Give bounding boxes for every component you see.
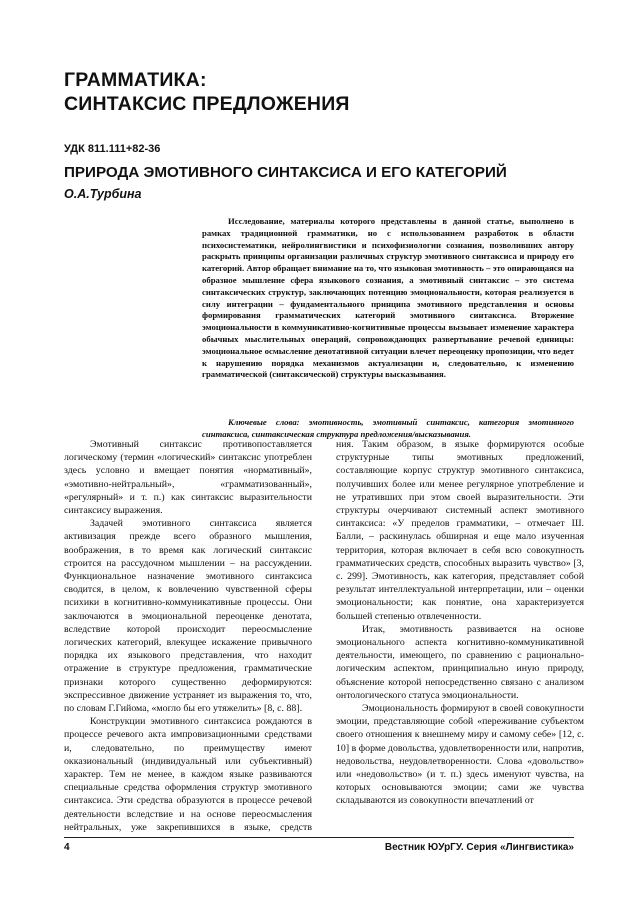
udk-code: УДК 811.111+82-36 bbox=[64, 143, 161, 155]
body-column-left bbox=[64, 438, 312, 834]
paragraph-continued: ния. Таким образом, в языке формируются особые структурные типы эмотивных предложений, составляющие корпус структур эмотивного синтаксиса, получивших более или менее регулярное употребление и не утративших при этом своей выразительности. Эти структуры очерчивают системный аспект эмотивного синтаксиса: «У пределов грамматики, – отмечает Ш. Балли, – раскинулась обширная и еще мало изученная территория, которая включает в себя всю совокупность грамматических средств, способных выразить чувство» [3, с. 299]. Эмотивность, как категория, представляет собой результат интеллектуальной интерпретации, или – оценки эмоциональности; как понятие, она характеризуется большей степенью отвлеченности. bbox=[336, 439, 584, 622]
journal-name: Вестник ЮУрГУ. Серия «Лингвистика» bbox=[384, 842, 574, 853]
author-name: О.А.Турбина bbox=[64, 187, 142, 201]
footer-divider bbox=[64, 837, 574, 838]
section-title bbox=[64, 68, 584, 116]
paragraph: Итак, эмотивность развивается на основе эмоционального аспекта когнитивно-коммуникативной деятельности, имеющего, по сравнению с рационально-логическим аспектом, принципиально иную природу, объяснение которой непосредственно связано с анализом онтологического статуса эмоциональности. bbox=[336, 623, 584, 701]
keywords: Ключевые слова: эмотивность, эмотивный синтаксис, категория эмотивного синтаксиса, синтаксическая структура предложения/высказывания. bbox=[202, 417, 574, 439]
section-title-line-2: СИНТАКСИС ПРЕДЛОЖЕНИЯ bbox=[64, 93, 350, 115]
paragraph: Задачей эмотивного синтаксиса является активизация прежде всего образного мышления, воображения, в то время как логический синтаксис строится на рассудочном мышлении – на рассуждении. Функциональное назначение эмотивного синтаксиса сводится, в целом, к вовлечению чувственной сферы психики в когнитивно-коммуникативные процессы. Они заключаются в эмоциональной переоценке денотата, вследствие которой происходит переосмысление логических категорий, влекущее искажение привычного порядка их языкового представления, что находит отражение в структуре предложения, грамматические признаки которого существенно деформируются: экспрессивное движение устраняет из выражения то, что, по словам Г.Гийома, «могло бы его утяжелить» [8, с. 88]. bbox=[64, 518, 312, 715]
article-title: ПРИРОДА ЭМОТИВНОГО СИНТАКСИСА И ЕГО КАТЕГОРИЙ bbox=[64, 164, 507, 181]
paragraph: Эмотивный синтаксис противопоставляется логическому (термин «логический» синтаксис употреблен здесь условно и вмещает понятия «нормативный», «эмотивно-нейтральный», «грамматизованный», «регулярный» и т. п.) как синтаксис выразительности синтаксису выражения. bbox=[64, 439, 312, 517]
section-title-line-1: ГРАММАТИКА: bbox=[64, 69, 207, 91]
body-column-right bbox=[336, 438, 584, 834]
abstract: Исследование, материалы которого представлены в данной статье, выполнено в рамках традиционной грамматики, но с использованием разработок в области психосистематики, нейролингвистики и психофизиологии сознания, позволивших автору раскрыть принципы организации различных структур эмотивного синтаксиса и природу его категорий. Автор обращает внимание на то, что языковая эмотивность – это опирающаяся на образное мышление сфера языкового сознания, а эмотивный синтаксис – это система синтаксических структур, заключающих потенцию эмоциональности, которая реализуется в силу интеграции – фундаментального принципа эмотивного представления и основы формирования грамматических категорий эмотивного синтаксиса. Вторжение эмоциональности в коммуникативно-когнитивные процессы вызывает изменение характера обычных мыслительных операций, сопровождающих развертывание речевой единицы: эмоциональное осмысление денотативной ситуации влечет переоценку пропозиции, что ведет к нарушению порядка механизмов актуализации и, следовательно, к изменению грамматической (синтаксической) структуры высказывания. bbox=[202, 216, 574, 380]
page-number: 4 bbox=[64, 842, 70, 853]
paragraph: Эмоциональность формируют в своей совокупности эмоции, представляющие собой «переживание субъектом своего отношения к внешнему миру и самому себе» [12, с. 10] в форме довольства, удовлетворенности или, напротив, недовольства, неудовлетворенности. Слова «довольство» или «недовольство» (и т. п.) здесь именуют чувства, на которых основываются эмоции; сами же чувства складываются из совокупности впечатлений от bbox=[336, 703, 584, 807]
paragraph: Конструкции эмотивного синтаксиса рождаются в процессе речевого акта импровизационными средствами и, следовательно, по преимуществу имеют окказиональный (индивидуальный или субъективный) характер. Тем не менее, в каждом языке развиваются специальные средства оформления структур эмотивного синтаксиса. Эти средства образуются в процессе речевой деятельности вследствие и на основе переосмысления нейтральных, уже закрепившихся в языке, средств bbox=[64, 716, 312, 833]
